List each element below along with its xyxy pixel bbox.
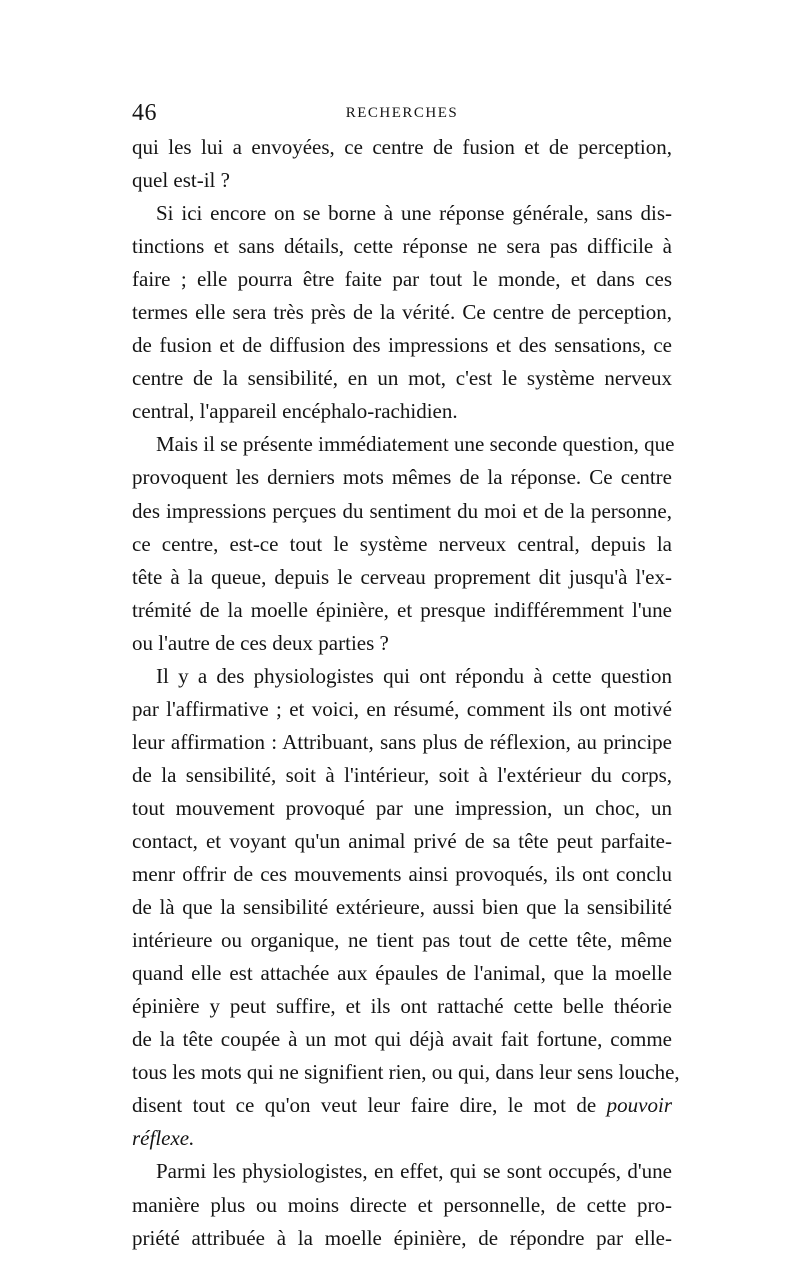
text-line: provoquent les derniers mots mêmes de la réponse. Ce centre (132, 465, 672, 490)
text-line: manière plus ou moins directe et personnelle, de cette pro- (132, 1192, 672, 1217)
text-line: ou l'autre de ces deux parties ? (132, 630, 389, 655)
text-line: priété attribuée à la moelle épinière, de répondre par elle- (132, 1225, 672, 1250)
text-line: de fusion et de diffusion des impressions et des sensations, ce (132, 333, 672, 358)
text-line: de la tête coupée à un mot qui déjà avait fait fortune, comme (132, 1027, 672, 1052)
text-line: quel est-il ? (132, 168, 230, 193)
page-number: 46 (132, 100, 157, 126)
text-line-with-italic (132, 1089, 672, 1122)
text-line: épinière y peut suffire, et ils ont rattaché cette belle théorie (132, 994, 672, 1019)
text-line: trémité de la moelle épinière, et presque indifféremment l'une (132, 597, 672, 622)
text-segment: disent tout ce qu'on veut leur faire dire, le mot de (132, 1093, 597, 1118)
text-line: leur affirmation : Attribuant, sans plus de réflexion, au principe (132, 729, 672, 754)
page-header (132, 100, 672, 130)
text-line: de là que la sensibilité extérieure, aussi bien que la sensibilité (132, 895, 672, 920)
text-line: tous les mots qui ne signifient rien, ou qui, dans leur sens louche, (132, 1060, 680, 1085)
body-text (132, 131, 680, 1255)
text-line: des impressions perçues du sentiment du moi et de la personne, (132, 498, 672, 523)
text-line: contact, et voyant qu'un animal privé de sa tête peut parfaite- (132, 828, 672, 853)
italic-term: réflexe. (132, 1126, 195, 1151)
text-line: quand elle est attachée aux épaules de l'animal, que la moelle (132, 961, 672, 986)
text-line: par l'affirmative ; et voici, en résumé, comment ils ont motivé (132, 696, 672, 721)
paragraph-first-line: Parmi les physiologistes, en effet, qui se sont occupés, d'une (156, 1159, 672, 1184)
text-line: termes elle sera très près de la vérité. Ce centre de perception, (132, 300, 672, 325)
text-line: de la sensibilité, soit à l'intérieur, soit à l'extérieur du corps, (132, 762, 672, 787)
text-line: menr offrir de ces mouvements ainsi provoqués, ils ont conclu (132, 862, 672, 887)
text-line: central, l'appareil encéphalo-rachidien. (132, 399, 458, 424)
text-line: centre de la sensibilité, en un mot, c'est le système nerveux (132, 366, 672, 391)
text-line: ce centre, est-ce tout le système nerveux central, depuis la (132, 531, 672, 556)
running-head: RECHERCHES (345, 105, 459, 121)
text-line: tout mouvement provoqué par une impression, un choc, un (132, 795, 672, 820)
text-line: tinctions et sans détails, cette réponse ne sera pas difficile à (132, 234, 672, 259)
text-line: tête à la queue, depuis le cerveau proprement dit jusqu'à l'ex- (132, 564, 672, 589)
text-line: faire ; elle pourra être faite par tout le monde, et dans ces (132, 267, 672, 292)
paragraph-first-line: Il y a des physiologistes qui ont répondu à cette question (156, 663, 672, 688)
text-line: qui les lui a envoyées, ce centre de fusion et de perception, (132, 135, 672, 159)
paragraph-first-line: Si ici encore on se borne à une réponse générale, sans dis- (156, 201, 672, 226)
italic-term: pouvoir (606, 1093, 672, 1118)
text-line: intérieure ou organique, ne tient pas tout de cette tête, même (132, 928, 672, 953)
paragraph-first-line: Mais il se présente immédiatement une seconde question, que (156, 432, 675, 457)
